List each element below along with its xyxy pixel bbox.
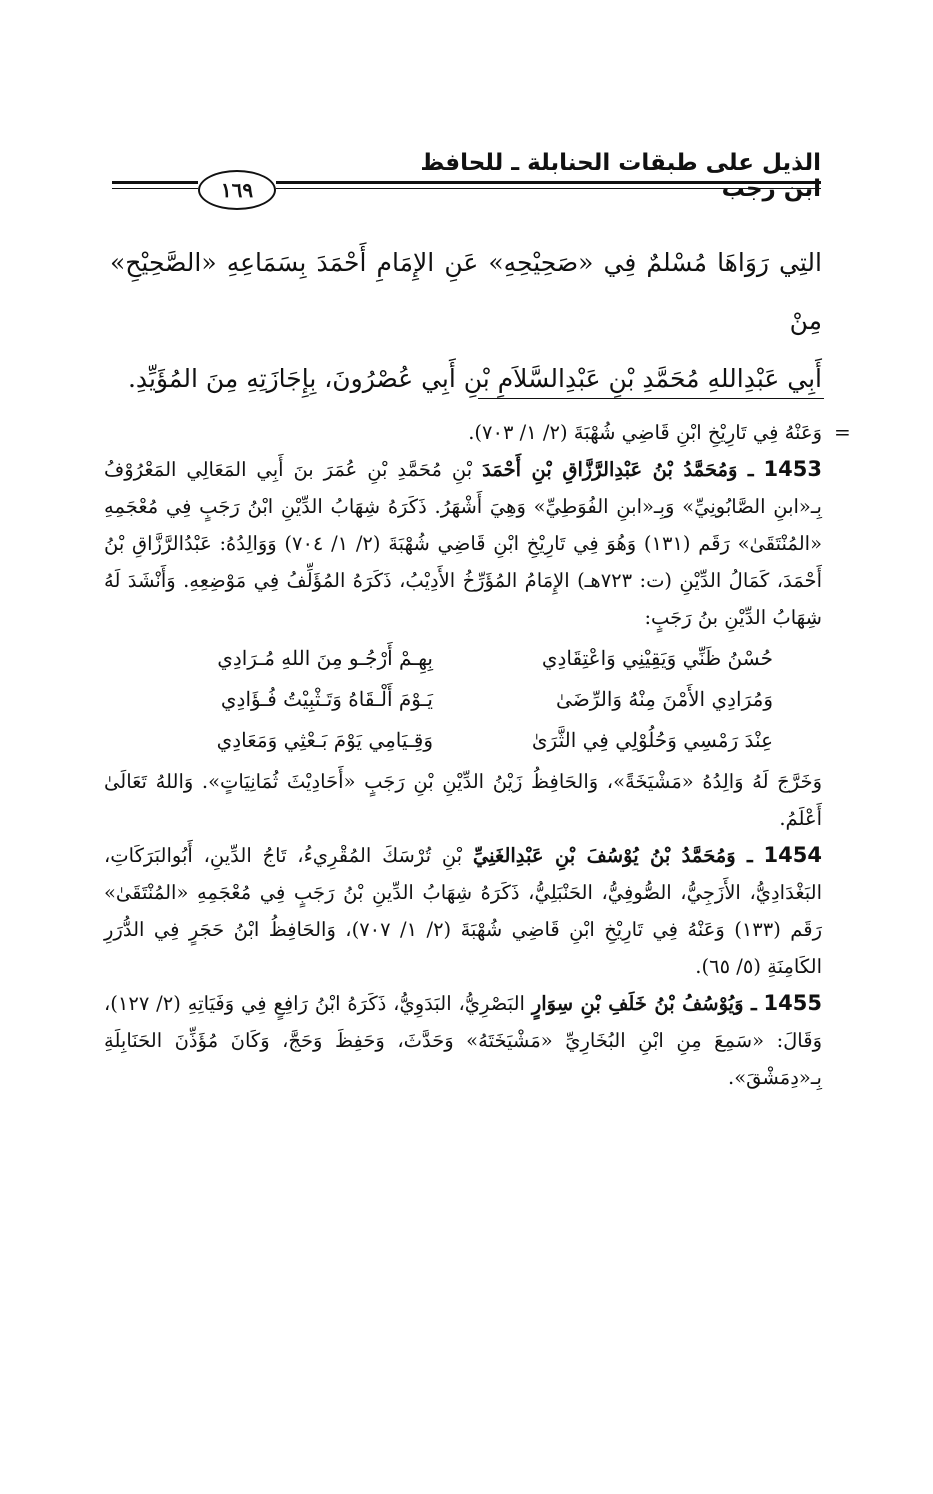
poem-verse: [153, 638, 773, 679]
main-text: [110, 234, 822, 408]
entry-1453: [104, 451, 822, 636]
entry-number: 1453: [763, 457, 822, 481]
continuation-mark: =: [834, 420, 851, 444]
footnote-separator: [478, 398, 824, 399]
entry-1454: [104, 837, 822, 985]
header-rule: [112, 188, 198, 189]
entry-1455: [104, 985, 822, 1096]
poem: [153, 638, 773, 761]
poem-verse: [153, 679, 773, 720]
footnote-continuation: وَعَنْهُ فِي تَارِيْخِ ابْنِ قَاضِي شُهْبَةَ (٢/ ١/ ٧٠٣).: [468, 421, 822, 444]
poem-verse: [153, 720, 773, 761]
poem-hemistich: وَقِـيَامِي يَوْمَ بَـعْثِي وَمَعَادِي: [216, 728, 433, 752]
footnotes: [104, 414, 822, 1096]
header-rule: [112, 181, 198, 184]
entry-text: وَخَرَّجَ لَهُ وَالِدُهُ «مَشْيَخَةً»، وَالحَافِظُ زَيْنُ الدِّيْنِ بْنِ رَجَبٍ «أَحَادِيْثَ ثُمَانِيَاتٍ». وَاللهُ تَعَالَىٰ أَعْلَمُ.: [104, 770, 822, 830]
poem-hemistich: عِنْدَ رَمْسِي وَحُلُوْلِي فِي الثَّرَىٰ: [531, 728, 773, 752]
entry-number: 1454: [763, 843, 822, 867]
entry-text: بْنِ تُرْسَكَ المُقْرِيءُ، تَاجُ الدِّينِ، أَبُوالبَرَكَاتِ، البَغْدَادِيُّ، الأَزَجِيُّ، الصُّوفِيُّ، الحَنْبَلِيُّ، ذَكَرَهُ شِهَابُ الدِّينِ بْنُ رَجَبٍ فِي مُعْجَمِهِ «المُنْتَقَىٰ» رَقَم (١٣٣) وَعَنْهُ فِي تَارِيْخِ ابْنِ قَاضِي شُهْبَةَ (٢/ ١/ ٧٠٧)، وَالحَافِظُ ابْنُ حَجَرٍ فِي الدُّرَرِ الكَامِنَةِ (٥/ ٦٥).: [104, 844, 822, 978]
entry-number: 1455: [763, 991, 822, 1015]
main-line: أَبِي عَبْدِاللهِ مُحَمَّدِ بْنِ عَبْدِالسَّلاَمِ بْنِ أَبِي عُصْرُونَ، بِإِجَازَتِهِ مِنَ المُؤَيِّدِ.: [127, 364, 822, 393]
entry-text: البَصْرِيُّ، البَدَوِيُّ، ذَكَرَهُ ابْنُ رَافِعٍ فِي وَفَيَاتِهِ (٢/ ١٢٧)، وَقَالَ: «سَمِعَ مِنِ ابْنِ البُخَارِيِّ «مَشْيَخَتَهُ» وَحَدَّثَ، وَحَفِظَ وَحَجَّ، وَكَانَ مُؤَذِّنَ الحَنَابِلَةِ بِـ«دِمَشْقَ».: [104, 992, 822, 1089]
header-rule: [276, 181, 821, 184]
entry-text: بْنِ مُحَمَّدِ بْنِ عُمَرَ بنَ أَبِي المَعَالِي المَعْرُوْفُ بِـ«ابنِ الصَّابُونِيِّ» وَبِـ«ابنِ الفُوَطِيِّ» وَهِيَ أَشْهَرُ. ذَكَرَهُ شِهَابُ الدِّيْنِ ابْنُ رَجَبٍ فِي مُعْجَمِهِ «المُنْتَقَىٰ» رَقَم (١٣١) وَهُوَ فِي تَارِيْخِ ابْنِ قَاضِي شُهْبَةَ (٢/ ١/ ٧٠٤) وَوَالِدُهُ: عَبْدُالرَّزَّاقِ بْنُ أَحْمَدَ، كَمَالُ الدِّيْنِ (ت: ٧٢٣هـ) الإِمَامُ المُؤَرِّخُ الأَدِيْبُ، ذَكَرَهُ المُؤَلِّفُ فِي مَوْضِعِهِ. وَأَنْشَدَ لَهُ شِهَابُ الدِّيْنِ بنُ رَجَبٍ:: [104, 458, 823, 629]
page-number: ١٦٩: [198, 170, 276, 210]
header-rule: [276, 188, 821, 189]
running-title: الذيل على طبقات الحنابلة ـ للحافظ ابن رجب: [420, 150, 821, 202]
entry-name: ـ وَيُوْسُفُ بْنُ خَلَفِ بْنِ سِوَارٍ: [531, 992, 757, 1015]
poem-hemistich: وَمُرَادِي الأَمْنَ مِنْهُ وَالرِّضَىٰ: [556, 687, 773, 711]
poem-hemistich: يَـوْمَ أَلْـقَاهُ وَتَـثْبِيْتُ فُـؤَادِي: [220, 687, 433, 711]
poem-hemistich: حُسْنُ ظَنِّي وَيَقِيْنِي وَاعْتِقَادِي: [541, 646, 773, 670]
entry-name: ـ وَمُحَمَّدُ بْنُ يُوْسُفَ بْنِ عَبْدِالغَنِيِّ: [472, 844, 753, 867]
poem-hemistich: بِهِـمْ أَرْجُـو مِنَ اللهِ مُـرَادِي: [217, 646, 433, 670]
main-line: التِي رَوَاهَا مُسْلمٌ فِي «صَحِيْحِهِ» عَنِ الإِمَامِ أَحْمَدَ بِسَمَاعِهِ «الصَّحِيْحِ» مِنْ: [110, 248, 822, 335]
entry-name: ـ وَمُحَمَّدُ بْنُ عَبْدِالرَّزَّاقِ بْنِ أَحْمَدَ: [482, 458, 754, 481]
